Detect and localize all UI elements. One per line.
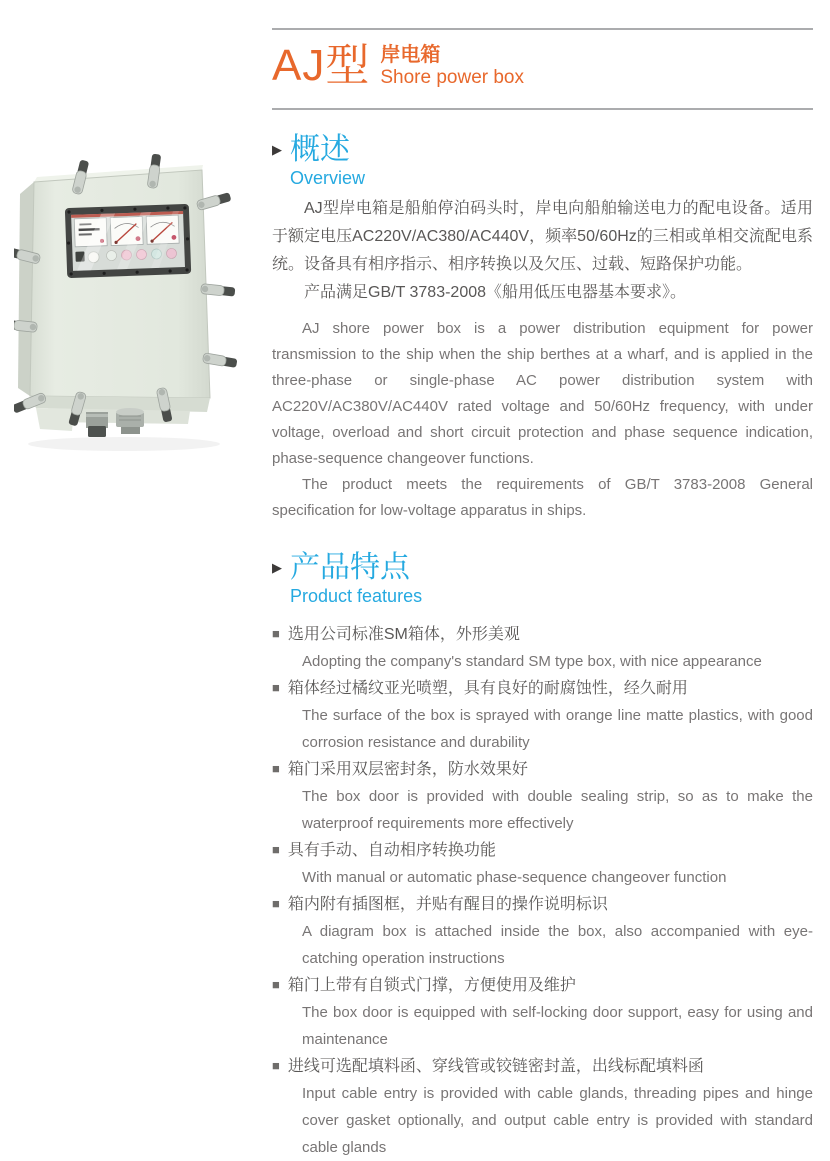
overview-title-cn: 概述 <box>290 133 350 166</box>
feature-text-cn: ■ 箱门上带有自锁式门撑，方便使用及维护 <box>272 977 576 994</box>
overview-paragraph-cn: 产品满足GB/T 3783-2008《船用低压电器基本要求》。 <box>304 284 687 301</box>
bullet-square-icon: ■ <box>272 1058 280 1073</box>
feature-item <box>272 675 813 756</box>
feature-text-cn: ■ 进线可选配填料函、穿线管或铰链密封盖，出线标配填料函 <box>272 1058 704 1075</box>
product-model: AJ型 <box>272 41 371 90</box>
features-heading-text <box>290 550 422 607</box>
feature-text-en: A diagram box is attached inside the box, also accompanied with eye-catching operation instructions <box>302 923 813 967</box>
feature-item <box>272 972 813 1053</box>
feature-text-cn: ■ 选用公司标准SM箱体，外形美观 <box>272 626 520 643</box>
bullet-square-icon: ■ <box>272 842 280 857</box>
feature-text-en: Adopting the company's standard SM type box, with nice appearance <box>302 653 762 670</box>
overview-heading-text <box>290 132 365 189</box>
product-name-cn: 岸电箱 <box>380 43 441 66</box>
feature-list <box>272 621 813 1161</box>
cable-gland-right <box>116 408 144 434</box>
overview-paragraph-en: The product meets the requirements of GB/T 3783-2008 General specification for low-voltage apparatus in ships. <box>272 476 813 519</box>
feature-item <box>272 621 813 675</box>
feature-text-en: The box door is equipped with self-locking door support, easy for using and maintenance <box>302 1004 813 1048</box>
feature-text-en: The surface of the box is sprayed with orange line matte plastics, with good corrosion resistance and durability <box>302 707 813 751</box>
section-arrow-icon: ▶ <box>272 142 282 157</box>
cable-gland-left <box>86 412 108 437</box>
bullet-square-icon: ■ <box>272 896 280 911</box>
overview-title-en: Overview <box>290 168 366 188</box>
top-divider <box>272 28 813 30</box>
bullet-square-icon: ■ <box>272 680 280 695</box>
product-name-block <box>380 44 524 89</box>
section-arrow-icon: ▶ <box>272 560 282 575</box>
enclosure-body <box>18 165 210 398</box>
bullet-square-icon: ■ <box>272 761 280 776</box>
bullet-square-icon: ■ <box>272 977 280 992</box>
feature-item <box>272 891 813 972</box>
features-title-cn: 产品特点 <box>290 551 410 584</box>
meter-window <box>65 204 191 278</box>
feature-text-cn: ■ 箱体经过橘纹亚光喷塑，具有良好的耐腐蚀性，经久耐用 <box>272 680 688 697</box>
overview-paragraph-en: AJ shore power box is a power distribution equipment for power transmission to the ship when the ship berthes at a wharf, and is applied in the three-phase or single-phase AC power distribution system with AC220V/AC380V/AC440V rated voltage and 50/60Hz frequency, with under voltage, overload and short circuit protection and phase sequence indication, phase-sequence changeover functions. <box>272 320 813 467</box>
shore-power-box-illustration <box>14 150 239 460</box>
feature-text-cn: ■ 具有手动、自动相序转换功能 <box>272 842 496 859</box>
bullet-square-icon: ■ <box>272 626 280 641</box>
title-divider <box>272 108 813 110</box>
feature-text-cn: ■ 箱门采用双层密封条，防水效果好 <box>272 761 528 778</box>
product-photo <box>14 150 239 460</box>
feature-item <box>272 756 813 837</box>
feature-item <box>272 837 813 891</box>
page-title <box>272 43 813 89</box>
overview-section <box>272 132 813 524</box>
feature-text-en: Input cable entry is provided with cable glands, threading pipes and hinge cover gasket optionally, and output cable entry is provided with standard cable glands <box>302 1085 813 1156</box>
feature-text-cn: ■ 箱内附有插图框，并贴有醒目的操作说明标识 <box>272 896 608 913</box>
ground-shadow <box>28 437 220 451</box>
content-column <box>272 0 813 1161</box>
features-title-en: Product features <box>290 586 423 606</box>
product-name-en: Shore power box <box>380 66 525 88</box>
feature-item <box>272 1053 813 1161</box>
overview-heading <box>272 132 813 189</box>
features-section <box>272 550 813 1161</box>
feature-text-en: With manual or automatic phase-sequence changeover function <box>302 869 727 886</box>
features-heading <box>272 550 813 607</box>
overview-paragraph-cn: AJ型岸电箱是船舶停泊码头时，岸电向船舶输送电力的配电设备。适用于额定电压AC220V/AC380/AC440V，频率50/60Hz的三相或单相交流配电系统。设备具有相序指示、相序转换以及欠压、过载、短路保护功能。 <box>272 200 813 273</box>
feature-text-en: The box door is provided with double sealing strip, so as to make the waterproof requirements more effectively <box>302 788 813 832</box>
